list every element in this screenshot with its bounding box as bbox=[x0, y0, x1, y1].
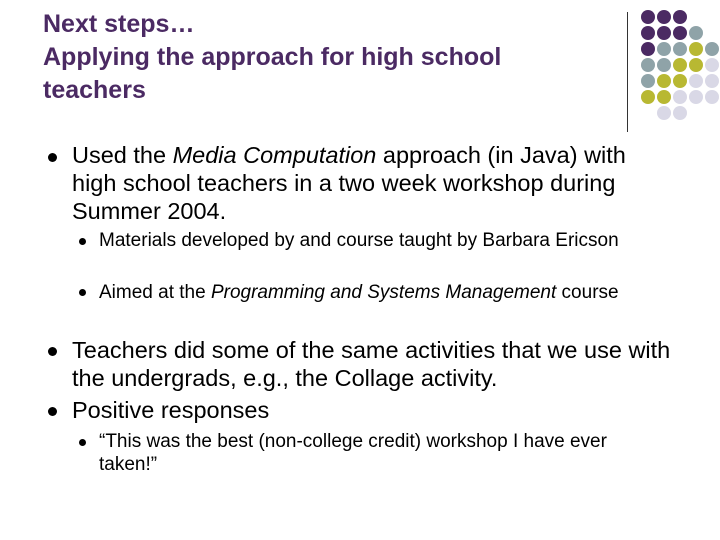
sub-bullet-1-2-text-post: course bbox=[556, 282, 619, 303]
bullet-1-text-italic: Media Computation bbox=[172, 142, 377, 168]
bullet-dot bbox=[48, 347, 57, 356]
sub-bullet-1-2-text-italic: Programming and Systems Management bbox=[210, 282, 557, 303]
sub-bullet-dot bbox=[79, 289, 86, 296]
sub-bullet-1-2 bbox=[99, 282, 659, 305]
bullet-3: Positive responses bbox=[72, 397, 270, 423]
title-line-3: teachers bbox=[43, 76, 146, 104]
bullet-dot bbox=[48, 153, 57, 162]
sub-bullet-1-1: Materials developed by and course taught by Barbara Ericson bbox=[99, 230, 619, 251]
title-line-1: Next steps… bbox=[43, 10, 195, 38]
title-line-2: Applying the approach for high school bbox=[43, 43, 502, 71]
sub-bullet-dot bbox=[79, 439, 86, 446]
bullet-1-text-post: approach (in Java) with high school teachers in a two week workshop during Summer 2004. bbox=[72, 142, 626, 224]
sub-bullet-3-1: “This was the best (non-college credit) workshop I have ever taken!” bbox=[99, 431, 607, 475]
bullet-1 bbox=[72, 141, 672, 225]
sub-bullet-1-2-text-pre: Aimed at the bbox=[99, 282, 211, 303]
bullet-1-text-pre: Used the bbox=[72, 142, 173, 168]
sub-bullet-dot bbox=[79, 238, 86, 245]
bullet-dot bbox=[48, 407, 57, 416]
bullet-2: Teachers did some of the same activities that we use with the undergrads, e.g., the Collage activity. bbox=[72, 337, 671, 391]
